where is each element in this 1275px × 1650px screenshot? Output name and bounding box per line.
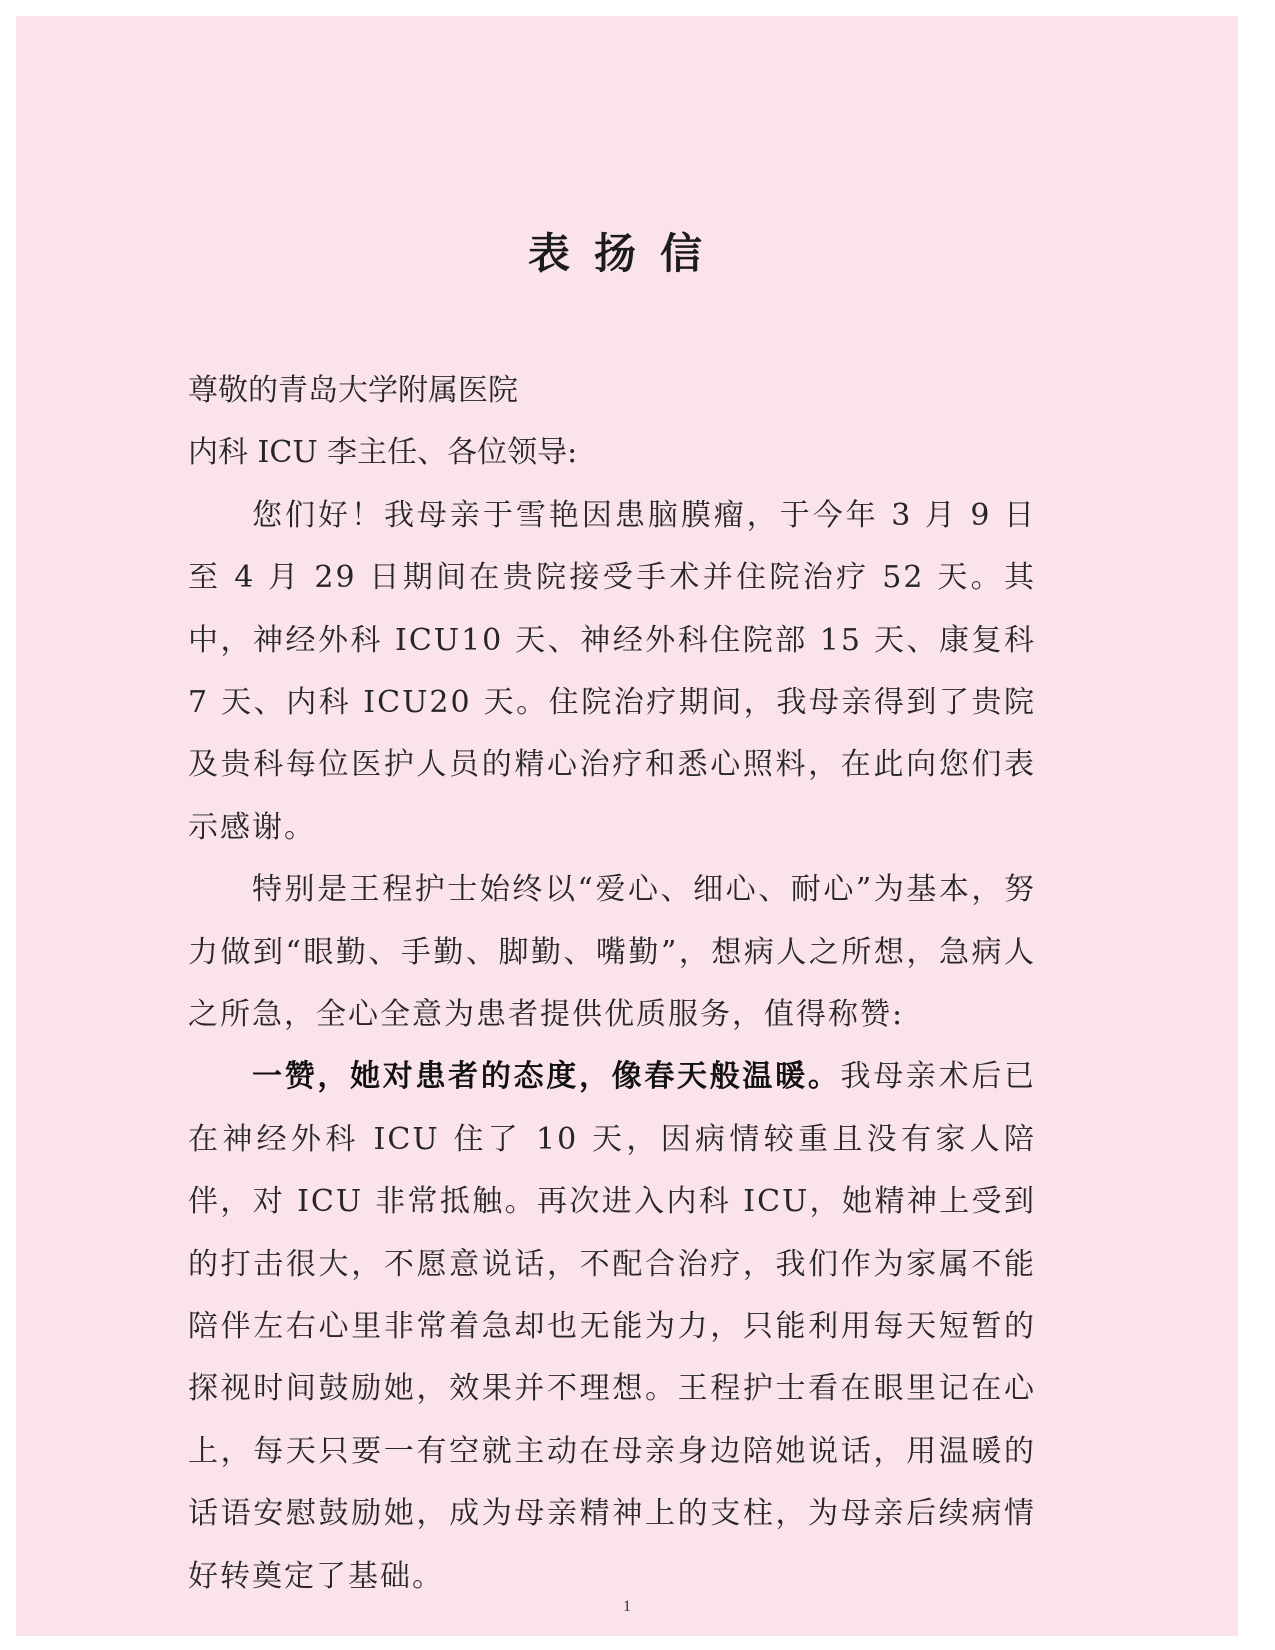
paragraph-3-text xyxy=(188,1046,1036,1608)
paragraph-1 xyxy=(188,485,1036,859)
paragraph-3 xyxy=(188,1046,1036,1608)
paragraph-3-rest: 我母亲术后已在神经外科 ICU 住了 10 天，因病情较重且没有家人陪伴，对 ICU 非常抵触。再次进入内科 ICU，她精神上受到的打击很大，不愿意说话，不配合治疗，我们作为家属不能陪伴左右心里非常着急却也无能为力，只能利用每天短暂的探视时间鼓励她，效果并不理想。王程护士看在眼里记在心上，每天只要一有空就主动在母亲身边陪她说话，用温暖的话语安慰鼓励她，成为母亲精神上的支柱，为母亲后续病情好转奠定了基础。 xyxy=(188,1059,1037,1594)
letter-page xyxy=(16,16,1238,1636)
paragraph-1-text: 您们好！我母亲于雪艳因患脑膜瘤，于今年 3 月 9 日至 4 月 29 日期间在贵院接受手术并住院治疗 52 天。其中，神经外科 ICU10 天、神经外科住院部 15 天、康复科 7 天、内科 ICU20 天。住院治疗期间，我母亲得到了贵院及贵科每位医护人员的精心治疗和悉心照料，在此向您们表示感谢。 xyxy=(188,497,1036,845)
paragraph-2 xyxy=(188,859,1036,1046)
salutation-line-2: 内科 ICU 李主任、各位领导: xyxy=(188,435,578,471)
letter-title: 表扬信 xyxy=(527,229,726,278)
page-number: 1 xyxy=(623,1598,631,1615)
paragraph-2-text: 特别是王程护士始终以“爱心、细心、耐心”为基本，努力做到“眼勤、手勤、脚勤、嘴勤”，想病人之所想，急病人之所急，全心全意为患者提供优质服务，值得称赞: xyxy=(188,872,1036,1033)
salutation-line-1: 尊敬的青岛大学附属医院 xyxy=(188,373,518,408)
paragraph-3-bold-lead: 一赞，她对患者的态度，像春天般温暖。 xyxy=(252,1059,841,1095)
letter-body xyxy=(188,360,1036,1608)
